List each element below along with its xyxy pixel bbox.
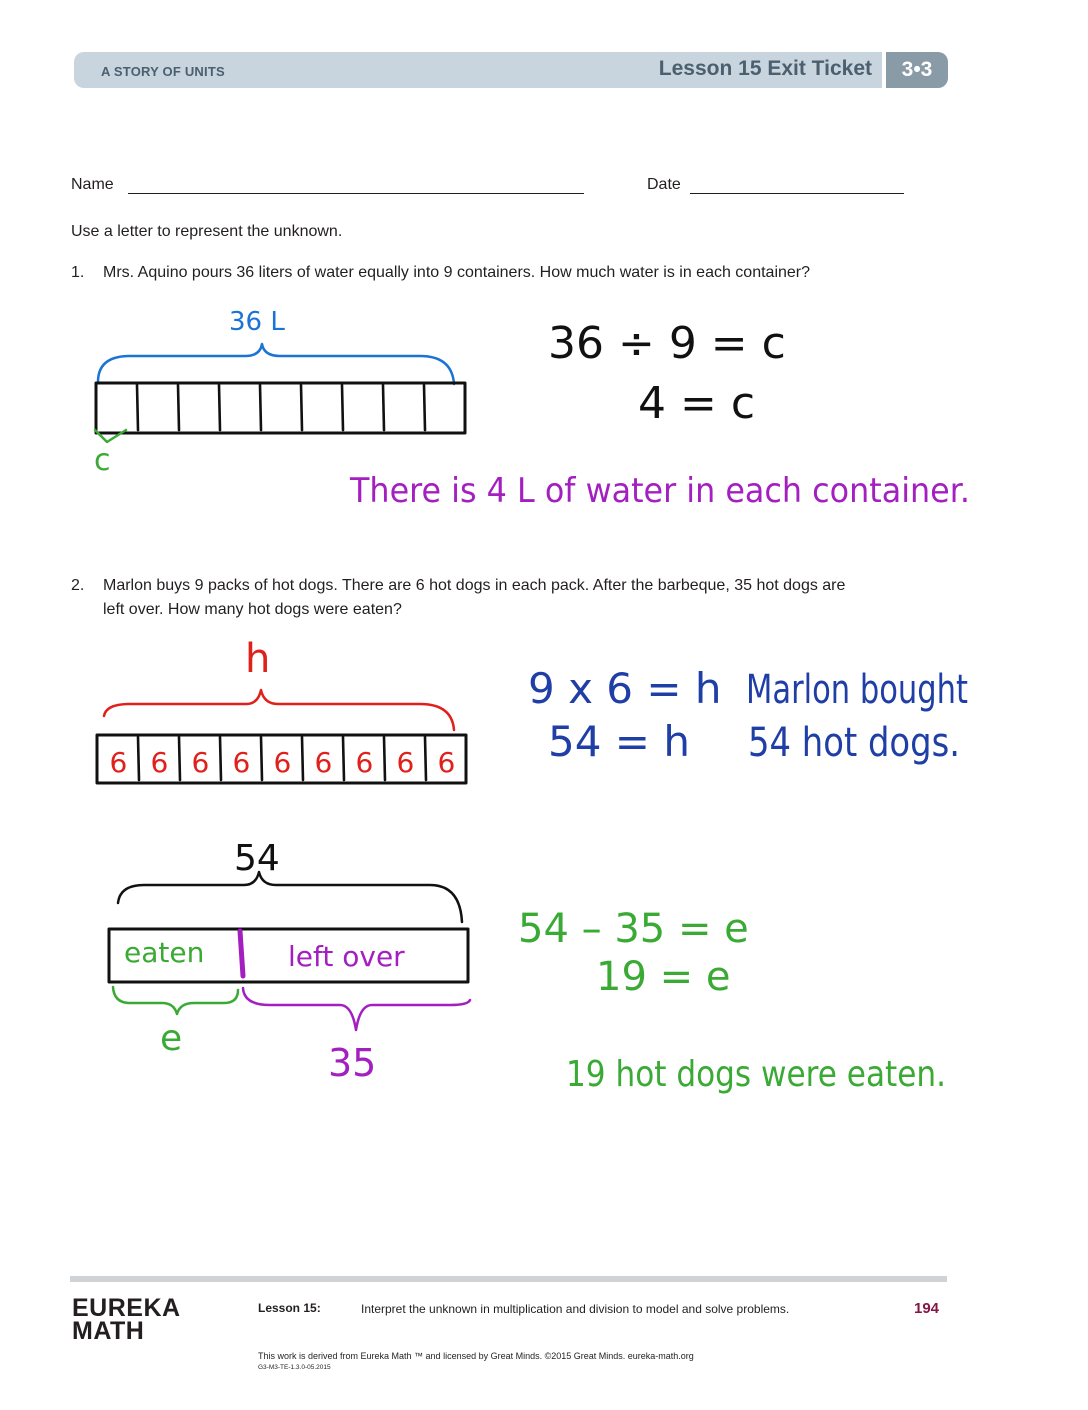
p2-leftover-brace (243, 988, 470, 1030)
p1-equation-1: 36 ÷ 9 = c (548, 318, 786, 369)
logo-line-1: EUREKA (72, 1294, 181, 1322)
p1-unknown-label: c (94, 443, 111, 478)
grade-module-badge: 3•3 (886, 52, 948, 88)
license-text: This work is derived from Eureka Math ™ and licensed by Great Minds. ©2015 Great Minds. eureka-math.org (258, 1351, 694, 1361)
p2-unit-labels (110, 746, 456, 779)
p2-equation-1: 9 x 6 = h (528, 664, 722, 713)
tape-divider (302, 737, 303, 780)
p1-tape-dividers (137, 385, 425, 430)
p2-split-line (240, 931, 243, 976)
tape-unit-value: 6 (109, 746, 128, 779)
problem-2-number: 2. (71, 577, 85, 594)
tape-divider (343, 737, 344, 780)
tape-divider (219, 385, 220, 430)
tape-divider (179, 737, 180, 780)
tape-unit-value: 6 (150, 746, 169, 779)
series-name: A STORY OF UNITS (101, 64, 225, 79)
p1-tape (96, 383, 465, 433)
date-label: Date (647, 176, 681, 193)
footer-rule (70, 1276, 947, 1282)
tape-divider (383, 385, 384, 430)
instructions: Use a letter to represent the unknown. (71, 223, 343, 240)
p2-part2-label: left over (288, 940, 405, 973)
problem-1-number: 1. (71, 264, 85, 281)
tape-divider (137, 385, 138, 430)
problem-2-text-line-2: left over. How many hot dogs were eaten? (103, 601, 402, 618)
p2-part2-value: 35 (328, 1041, 377, 1085)
p2-part1-unknown: e (160, 1018, 183, 1059)
tape-unit-value: 6 (355, 746, 374, 779)
tape-unit-value: 6 (191, 746, 210, 779)
tape-unit-value: 6 (232, 746, 251, 779)
document-code: G3-M3-TE-1.3.0-05.2015 (258, 1364, 331, 1371)
tape-divider (424, 385, 425, 430)
p1-total-label: 36 L (229, 307, 285, 337)
p2-equation-3: 54 – 35 = e (518, 906, 749, 952)
footer-lesson-label: Lesson 15: (258, 1301, 321, 1315)
p2-total-label: h (245, 636, 271, 682)
p2-answer: 19 hot dogs were eaten. (566, 1054, 946, 1095)
p2-total-brace-2 (118, 872, 462, 922)
p1-equation-2: 4 = c (638, 378, 756, 429)
problem-2-text-line-1: Marlon buys 9 packs of hot dogs. There are 6 hot dogs in each pack. After the barbeque, 35 hot dogs are (103, 577, 846, 594)
tape-divider (342, 385, 343, 430)
p1-total-brace (98, 344, 454, 384)
tape-unit-value: 6 (273, 746, 292, 779)
p2-total-label-2: 54 (234, 838, 280, 879)
eureka-math-logo (72, 1294, 181, 1345)
tape-divider (384, 737, 385, 780)
tape-unit-value: 6 (314, 746, 333, 779)
p2-statement-line-2: 54 hot dogs. (748, 720, 960, 766)
p2-eaten-brace (113, 987, 238, 1014)
p2-total-brace (104, 690, 454, 730)
tape-divider (301, 385, 302, 430)
tape-divider (178, 385, 179, 430)
footer-description: Interpret the unknown in multiplication and division to model and solve problems. (361, 1302, 790, 1316)
tape-divider (220, 737, 221, 780)
tape-divider (260, 385, 261, 430)
p2-part1-label: eaten (124, 936, 205, 969)
tape-unit-value: 6 (437, 746, 456, 779)
p2-equation-2: 54 = h (548, 717, 690, 766)
tape-divider (138, 737, 139, 780)
lesson-title: Lesson 15 Exit Ticket (658, 57, 872, 80)
tape-unit-value: 6 (396, 746, 415, 779)
page-number: 194 (914, 1300, 940, 1317)
logo-line-2: MATH (72, 1317, 145, 1345)
p2-statement-line-1: Marlon bought (746, 667, 968, 713)
p2-equation-4: 19 = e (596, 954, 731, 1000)
tape-divider (261, 737, 262, 780)
problem-1-text: Mrs. Aquino pours 36 liters of water equally into 9 containers. How much water is in each container? (103, 264, 811, 281)
name-label: Name (71, 176, 114, 193)
p1-answer: There is 4 L of water in each container. (349, 471, 971, 511)
tape-divider (425, 737, 426, 780)
